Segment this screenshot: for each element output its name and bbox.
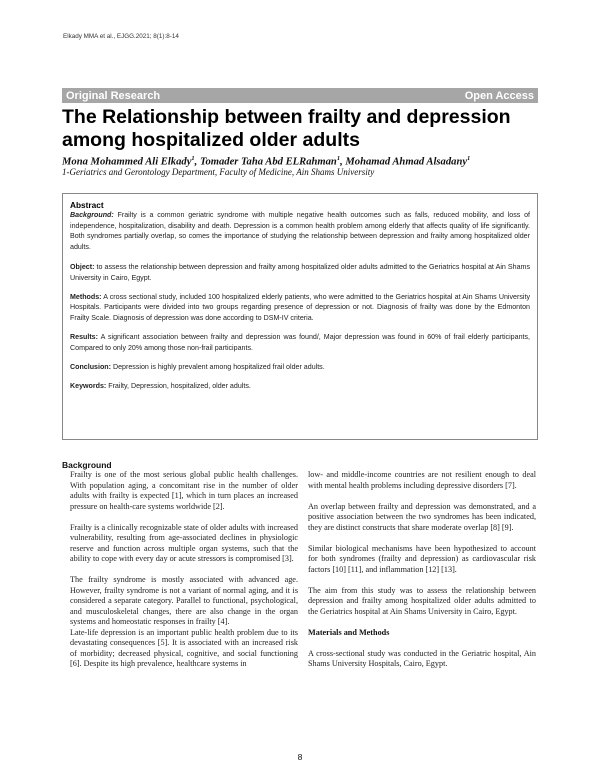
page-number: 8 <box>297 752 303 762</box>
abstract-objective <box>70 262 530 283</box>
body-paragraph: Frailty is a clinically recognizable state of older adults with increased vulnerability, resulting from age-associated declines in physiologic reserve and function across multiple organ systems, such that the ability to cope with every day or acute stressors is compromised [3]. <box>70 522 298 563</box>
body-paragraph: low- and middle-income countries are not resilient enough to deal with mental health problems including depressive disorders [7]. <box>308 470 536 490</box>
body-paragraph: An overlap between frailty and depression was demonstrated, and a positive association between the two syndromes has been indicated, they are distinct constructs that share moderate overlap [8] [9]. <box>308 501 536 532</box>
abstract-keywords-label: Keywords: <box>70 382 107 391</box>
abstract-objective-label: Object: <box>70 262 95 271</box>
abstract-methods <box>70 292 530 324</box>
abstract-background-text: Frailty is a common geriatric syndrome with multiple negative health outcomes such as falls, reduced mobility, and loss of independence, hospitalization, disability and death. Depression is a common health problem among elderly that affects quality of life significantly. Both syndromes partially overlap, so comes the importance of studying the relationship between depression and frailty among hospitalized older adults. <box>70 211 530 252</box>
abstract-methods-text: A cross sectional study, included 100 hospitalized elderly patients, who were admitted to the Geriatrics hospital at Ain Shams University Hospitals. Participants were divided into two groups regarding presence of depression or not. Diagnosis of frailty was done by the Edmonton Frailty Scale. Diagnosis of depression was done according to DSM-IV criteria. <box>70 292 530 323</box>
abstract-methods-label: Methods: <box>70 292 102 301</box>
abstract-background-label: Background: <box>70 211 114 219</box>
abstract-objective-text: to assess the relationship between depression and frailty among hospitalized older adults admitted to the Geriatrics hospital at Ain Shams University in Cairo, Egypt. <box>70 262 530 282</box>
open-access-label: Open Access <box>464 89 534 102</box>
abstract-box <box>62 193 538 440</box>
body-paragraph: The aim from this study was to assess the relationship between depression and frailty among hospitalized older adults admitted to the Geriatrics hospital at Ain Shams University in Cairo, Egypt. <box>308 585 536 616</box>
body-column-left <box>70 470 298 670</box>
running-header-citation: Elkady MMA et al., EJGG.2021; 8(1):8-14 <box>63 33 179 40</box>
abstract-results-label: Results: <box>70 333 98 342</box>
body-paragraph: The frailty syndrome is mostly associated with advanced age. However, frailty syndrome is not a variant of normal aging, and it is considered a separate category. Parallel to functional, psychological, and musculoskeletal changes, there are also change in the organ systems and homeostatic responses in frailty [4]. <box>70 575 298 626</box>
author-3: , Mohamad Ahmad Alsadany <box>340 156 468 168</box>
abstract-heading: Abstract <box>70 200 104 210</box>
article-title: The Relationship between frailty and depression among hospitalized older adults <box>62 106 511 151</box>
abstract-conclusion-text: Depression is highly prevalent among hospitalized frail older adults. <box>110 363 325 372</box>
article-type-bar <box>62 88 538 103</box>
abstract-conclusion <box>70 362 530 373</box>
abstract-results-text: A significant association between frailty and depression was found/, Major depression was found in 60% of frail elderly participants, Compared to only 20% among those non-frail participants. <box>70 333 530 353</box>
abstract-keywords <box>70 381 530 392</box>
author-1: Mona Mohammed Ali Elkady <box>62 156 192 168</box>
body-column-right <box>308 470 536 670</box>
affiliation: 1-Geriatrics and Gerontology Department, Faculty of Medicine, Ain Shams University <box>62 167 375 177</box>
abstract-background <box>70 210 530 253</box>
section-heading-methods: Materials and Methods <box>308 627 390 637</box>
author-3-affiliation-mark: 1 <box>467 155 471 162</box>
section-heading-background: Background <box>62 460 112 470</box>
author-2: , Tomader Taha Abd ELRahman <box>194 156 337 168</box>
abstract-keywords-text: Frailty, Depression, hospitalized, older adults. <box>106 382 251 391</box>
abstract-conclusion-label: Conclusion: <box>70 363 111 372</box>
article-type-label: Original Research <box>66 89 161 102</box>
author-1-affiliation-mark: 1 <box>191 155 195 162</box>
body-paragraph: Frailty is one of the most serious global public health challenges. With population aging, a concomitant rise in the number of older adults with frailty is expected [1], which in turn places an increased pressure on health-care systems worldwide [2]. <box>70 470 298 511</box>
author-2-affiliation-mark: 1 <box>336 155 341 162</box>
body-paragraph: Late-life depression is an important public health problem due to its devastating consequences [5]. It is associated with an increased risk of morbidity; decreased physical, cognitive, and social functioning [6]. Despite its high prevalence, healthcare systems in <box>70 627 298 668</box>
body-paragraph: Similar biological mechanisms have been hypothesized to account for both syndromes (frailty and depression) as cardiovascular risk factors [10] [11], and inflammation [12] [13]. <box>308 543 536 574</box>
body-paragraph: A cross-sectional study was conducted in the Geriatric hospital, Ain Shams University Hospitals, Cairo, Egypt. <box>308 648 536 668</box>
abstract-results <box>70 332 530 353</box>
